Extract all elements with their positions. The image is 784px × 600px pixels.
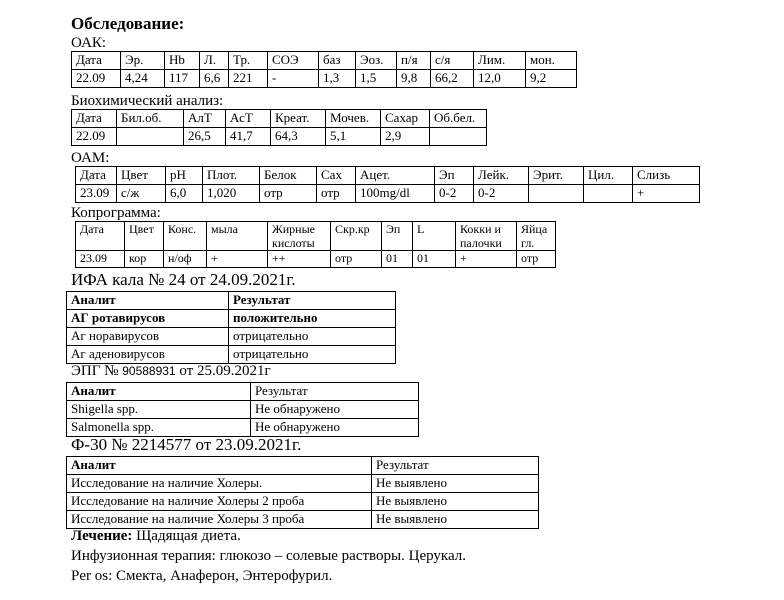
table-cell: 1,020	[203, 185, 260, 203]
table-cell: отр	[317, 185, 356, 203]
table-row	[67, 475, 539, 493]
treatment-infusion: Инфузионная терапия: глюкозо – солевые растворы. Церукал.	[71, 548, 466, 564]
table-cell: 22.09	[72, 70, 121, 88]
table-cell: Shigella spp.	[67, 401, 251, 419]
table-cell: 2,9	[381, 128, 430, 146]
table-cell: Аг норавирусов	[67, 328, 229, 346]
table-row	[72, 128, 487, 146]
table-cell: Дата	[76, 222, 125, 251]
table-cell: Не обнаружено	[251, 419, 419, 437]
bio-label: Биохимический анализ:	[71, 93, 224, 109]
table-header-row	[67, 292, 396, 310]
epg-title-number: 90588931	[122, 364, 176, 378]
table-cell: Эрит.	[529, 167, 584, 185]
table-row	[67, 346, 396, 364]
table-cell: Дата	[72, 52, 121, 70]
table-cell: Эп	[382, 222, 413, 251]
copro-label: Копрограмма:	[71, 205, 161, 221]
table-cell: Жирные кислоты	[268, 222, 331, 251]
table-header-row	[76, 167, 700, 185]
treatment-line	[71, 526, 241, 546]
table-cell: Цил.	[584, 167, 633, 185]
table-cell: Слизь	[633, 167, 700, 185]
epg-title-prefix: ЭПГ №	[71, 363, 123, 379]
table-row	[67, 310, 396, 328]
table-cell: 23.09	[76, 251, 125, 268]
treatment-diet: Щадящая диета.	[132, 528, 241, 544]
table-cell: Результат	[372, 457, 539, 475]
table-row	[72, 70, 577, 88]
table-cell: 6,0	[166, 185, 203, 203]
table-cell: отр	[260, 185, 317, 203]
table-cell: Белок	[260, 167, 317, 185]
table-cell: АлТ	[184, 110, 226, 128]
table-cell: Эп	[435, 167, 474, 185]
table-cell: отр	[517, 251, 556, 268]
table-cell: 64,3	[271, 128, 326, 146]
table-cell: -	[268, 70, 319, 88]
table-cell: Бил.об.	[117, 110, 184, 128]
table-row	[76, 251, 556, 268]
table-cell: Сах	[317, 167, 356, 185]
table-cell: Эоз.	[356, 52, 397, 70]
table-cell: 1,3	[319, 70, 356, 88]
table-header-row	[72, 110, 487, 128]
table-cell: Яйца гл.	[517, 222, 556, 251]
table-cell: Ацет.	[356, 167, 435, 185]
table-cell: Цвет	[117, 167, 166, 185]
table-cell: Не выявлено	[372, 475, 539, 493]
table-cell: +	[456, 251, 517, 268]
table-cell: 22.09	[72, 128, 117, 146]
table-cell: +	[633, 185, 700, 203]
table-cell: 5,1	[326, 128, 381, 146]
f30-title: Ф-30 № 2214577 от 23.09.2021г.	[71, 435, 302, 454]
table-cell: отрицательно	[229, 346, 396, 364]
ifa-table	[66, 291, 396, 364]
table-header-row	[76, 222, 556, 251]
table-cell: Не обнаружено	[251, 401, 419, 419]
table-cell	[584, 185, 633, 203]
table-cell: 12,0	[474, 70, 526, 88]
table-cell: отрицательно	[229, 328, 396, 346]
table-row	[76, 185, 700, 203]
table-cell: Исследование на наличие Холеры 2 проба	[67, 493, 372, 511]
table-cell: ++	[268, 251, 331, 268]
table-cell: 117	[165, 70, 200, 88]
table-cell: 26,5	[184, 128, 226, 146]
table-cell: 6,6	[200, 70, 229, 88]
table-cell: +	[207, 251, 268, 268]
table-cell: 41,7	[226, 128, 271, 146]
table-cell: отр	[331, 251, 382, 268]
table-cell: Результат	[229, 292, 396, 310]
table-cell: Креат.	[271, 110, 326, 128]
treatment-label: Лечение:	[71, 528, 133, 544]
oam-label: ОАМ:	[71, 150, 110, 166]
table-cell	[430, 128, 487, 146]
table-cell: 0-2	[474, 185, 529, 203]
table-cell: АГ ротавирусов	[67, 310, 229, 328]
table-cell: Результат	[251, 383, 419, 401]
table-cell: 100mg/dl	[356, 185, 435, 203]
table-cell: Тр.	[229, 52, 268, 70]
epg-title-suffix: от 25.09.2021г	[175, 363, 271, 379]
table-cell: Дата	[76, 167, 117, 185]
bio-table	[71, 109, 487, 146]
table-row	[67, 493, 539, 511]
table-cell: Не выявлено	[372, 493, 539, 511]
table-cell: Аналит	[67, 457, 372, 475]
oak-label: ОАК:	[71, 35, 107, 51]
oak-table	[71, 51, 577, 88]
table-cell: pH	[166, 167, 203, 185]
table-cell: 0-2	[435, 185, 474, 203]
section-title: Обследование:	[71, 14, 185, 33]
table-cell: Аналит	[67, 383, 251, 401]
ifa-title: ИФА кала № 24 от 24.09.2021г.	[71, 270, 296, 289]
table-cell: Аналит	[67, 292, 229, 310]
table-cell: баз	[319, 52, 356, 70]
table-cell: 01	[413, 251, 456, 268]
table-header-row	[72, 52, 577, 70]
table-cell: Дата	[72, 110, 117, 128]
table-cell: Л.	[200, 52, 229, 70]
table-cell: Скр.кр	[331, 222, 382, 251]
table-cell: Кокки и палочки	[456, 222, 517, 251]
table-header-row	[67, 457, 539, 475]
table-cell	[529, 185, 584, 203]
table-cell: СОЭ	[268, 52, 319, 70]
table-cell: 1,5	[356, 70, 397, 88]
table-cell: положительно	[229, 310, 396, 328]
table-cell: Лейк.	[474, 167, 529, 185]
table-cell: L	[413, 222, 456, 251]
table-cell: Лим.	[474, 52, 526, 70]
table-cell: 9,2	[526, 70, 577, 88]
table-cell: мон.	[526, 52, 577, 70]
table-cell: 23.09	[76, 185, 117, 203]
table-cell: Конс.	[164, 222, 207, 251]
table-cell: Эр.	[121, 52, 165, 70]
table-cell: с/я	[431, 52, 474, 70]
table-cell: Аг аденовирусов	[67, 346, 229, 364]
epg-table	[66, 382, 419, 437]
table-cell: Исследование на наличие Холеры.	[67, 475, 372, 493]
treatment-peros: Per os: Смекта, Анаферон, Энтерофурил.	[71, 568, 333, 584]
table-row	[67, 401, 419, 419]
table-cell: Salmonella spp.	[67, 419, 251, 437]
table-header-row	[67, 383, 419, 401]
table-cell: н/оф	[164, 251, 207, 268]
table-cell: 66,2	[431, 70, 474, 88]
table-row	[67, 328, 396, 346]
table-cell: 01	[382, 251, 413, 268]
table-cell: Исследование на наличие Холеры 3 проба	[67, 511, 372, 529]
table-cell: Не выявлено	[372, 511, 539, 529]
table-cell: Цвет	[125, 222, 164, 251]
table-cell: Hb	[165, 52, 200, 70]
table-cell: Сахар	[381, 110, 430, 128]
table-cell: Об.бел.	[430, 110, 487, 128]
table-cell: Мочев.	[326, 110, 381, 128]
table-cell	[117, 128, 184, 146]
table-cell: п/я	[397, 52, 431, 70]
table-cell: АсТ	[226, 110, 271, 128]
table-cell: мыла	[207, 222, 268, 251]
table-cell: 221	[229, 70, 268, 88]
table-cell: кор	[125, 251, 164, 268]
table-cell: Плот.	[203, 167, 260, 185]
epg-title	[71, 362, 271, 380]
f30-table	[66, 456, 539, 529]
table-cell: 4,24	[121, 70, 165, 88]
copro-table	[75, 221, 556, 268]
table-cell: 9,8	[397, 70, 431, 88]
oam-table	[75, 166, 700, 203]
table-cell: с/ж	[117, 185, 166, 203]
table-row	[67, 419, 419, 437]
